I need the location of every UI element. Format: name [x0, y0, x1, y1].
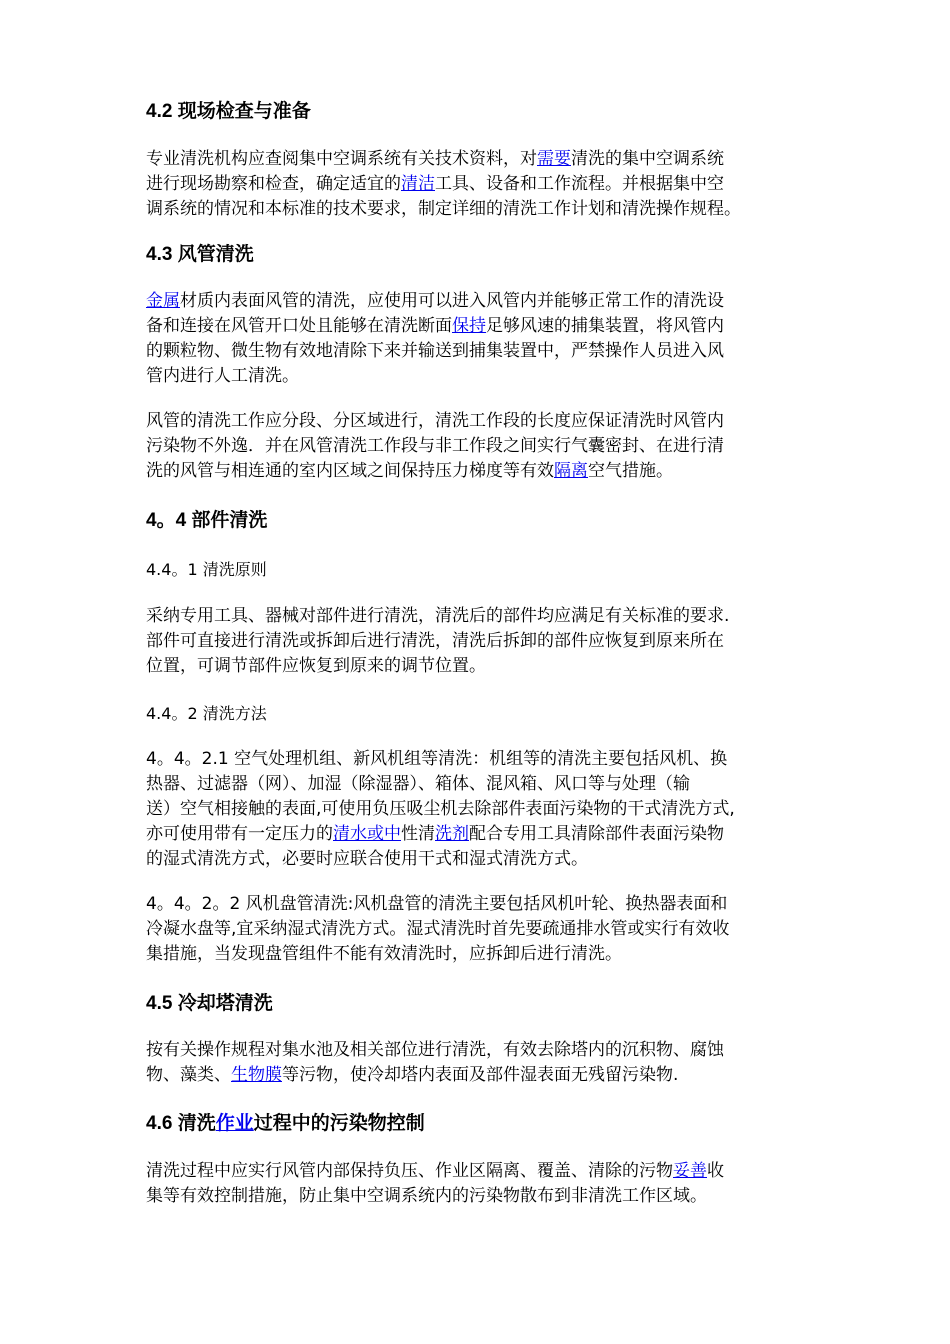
section-4-4-2-1-paragraph	[146, 747, 806, 872]
link-geli[interactable]: 隔离	[554, 461, 588, 481]
section-4-4-1-paragraph	[146, 604, 806, 679]
text: 材质内表面风管的清洗，应使用可以进入风管内并能够正常工作的清洗设	[180, 291, 724, 311]
text-line: 位置，可调节部件应恢复到原来的调节位置。	[146, 656, 486, 676]
text: 等污物，使冷却塔内表面及部件湿表面无残留污染物.	[282, 1065, 679, 1085]
text-line: 4。4。2。2 风机盘管清洗:风机盘管的清洗主要包括风机叶轮、换热器表面和	[146, 894, 728, 914]
text-line: 4.4。1 清洗原则	[146, 560, 267, 579]
text-line: 的颗粒物、微生物有效地清除下来并输送到捕集装置中，严禁操作人员进入风	[146, 341, 724, 361]
link-xiji[interactable]: 洗剂	[435, 824, 469, 844]
section-4-6-paragraph	[146, 1159, 806, 1209]
text: 空气措施。	[588, 461, 673, 481]
text-line: 热器、过滤器（网）、加湿（除湿器）、箱体、混风箱、风口等与处理（输	[146, 774, 690, 794]
link-jinshu[interactable]: 金属	[146, 291, 180, 311]
text: 亦可使用带有一定压力的	[146, 824, 333, 844]
text-line: 部件可直接进行清洗或拆卸后进行清洗，清洗后拆卸的部件应恢复到原来所在	[146, 631, 724, 651]
text-line: 4.4。2 清洗方法	[146, 704, 267, 723]
section-4-3-paragraph-1	[146, 289, 806, 389]
link-shengwumo[interactable]: 生物膜	[231, 1065, 282, 1085]
section-4-3-heading: 4.3 风管清洗	[146, 244, 254, 265]
text: 物、藻类、	[146, 1065, 231, 1085]
link-tuoshan[interactable]: 妥善	[673, 1161, 707, 1181]
text-line: 冷凝水盘等,宜采纳湿式清洗方式。湿式清洗时首先要疏通排水管或实行有效收	[146, 919, 730, 939]
text: 洗的风管与相连通的室内区域之间保持压力梯度等有效	[146, 461, 554, 481]
section-4-4-2-2-paragraph	[146, 892, 806, 967]
text-line: 管内进行人工清洗。	[146, 366, 299, 386]
link-baochi[interactable]: 保持	[452, 316, 486, 336]
text-line: 送）空气相接触的表面,可使用负压吸尘机去除部件表面污染物的干式清洗方式,	[146, 799, 735, 819]
text: 性清	[401, 824, 435, 844]
section-4-6-heading	[146, 1110, 425, 1138]
section-4-2-heading: 4.2 现场检查与准备	[146, 101, 311, 122]
text-line: 风管的清洗工作应分段、分区域进行，清洗工作段的长度应保证清洗时风管内	[146, 411, 724, 431]
section-4-4-heading: 4。4 部件清洗	[146, 510, 268, 531]
subsection-4-4-2-heading	[146, 701, 806, 726]
text-line: 污染物不外逸．并在风管清洗工作段与非工作段之间实行气囊密封、在进行清	[146, 436, 724, 456]
text: 清洗过程中应实行风管内部保持负压、作业区隔离、覆盖、清除的污物	[146, 1161, 673, 1181]
section-4-5-heading: 4.5 冷却塔清洗	[146, 993, 273, 1014]
text: 4.6 清洗	[146, 1113, 216, 1134]
text: 进行现场勘察和检查，确定适宜的	[146, 174, 401, 194]
subsection-4-4-1-heading	[146, 557, 806, 582]
text: 专业清洗机构应查阅集中空调系统有关技术资料，对	[146, 149, 537, 169]
text-line: 集等有效控制措施，防止集中空调系统内的污染物散布到非清洗工作区域。	[146, 1186, 707, 1206]
link-qingshuihuozhong[interactable]: 清水或中	[333, 824, 401, 844]
section-4-2-paragraph	[146, 147, 806, 222]
text: 配合专用工具清除部件表面污染物	[469, 824, 724, 844]
text-line: 的湿式清洗方式，必要时应联合使用干式和湿式清洗方式。	[146, 849, 588, 869]
text: 收	[707, 1161, 724, 1181]
text-line: 4。4。2.1 空气处理机组、新风机组等清洗：机组等的清洗主要包括风机、换	[146, 749, 728, 769]
text: 过程中的污染物控制	[253, 1113, 425, 1134]
section-4-3-paragraph-2	[146, 409, 806, 484]
text-line: 采纳专用工具、器械对部件进行清洗，清洗后的部件均应满足有关标准的要求.	[146, 606, 730, 626]
text-line: 按有关操作规程对集水池及相关部位进行清洗，有效去除塔内的沉积物、腐蚀	[146, 1040, 724, 1060]
link-qingjie[interactable]: 清洁	[401, 174, 435, 194]
text: 足够风速的捕集装置，将风管内	[486, 316, 724, 336]
text: 工具、设备和工作流程。并根据集中空	[435, 174, 724, 194]
section-4-5-paragraph	[146, 1038, 806, 1088]
link-zuoye[interactable]: 作业	[215, 1113, 254, 1134]
link-xuyao[interactable]: 需要	[537, 149, 571, 169]
text-line: 集措施，当发现盘管组件不能有效清洗时，应拆卸后进行清洗。	[146, 944, 622, 964]
text: 备和连接在风管开口处且能够在清洗断面	[146, 316, 452, 336]
text-line: 调系统的情况和本标准的技术要求，制定详细的清洗工作计划和清洗操作规程。	[146, 199, 741, 219]
text: 清洗的集中空调系统	[571, 149, 724, 169]
